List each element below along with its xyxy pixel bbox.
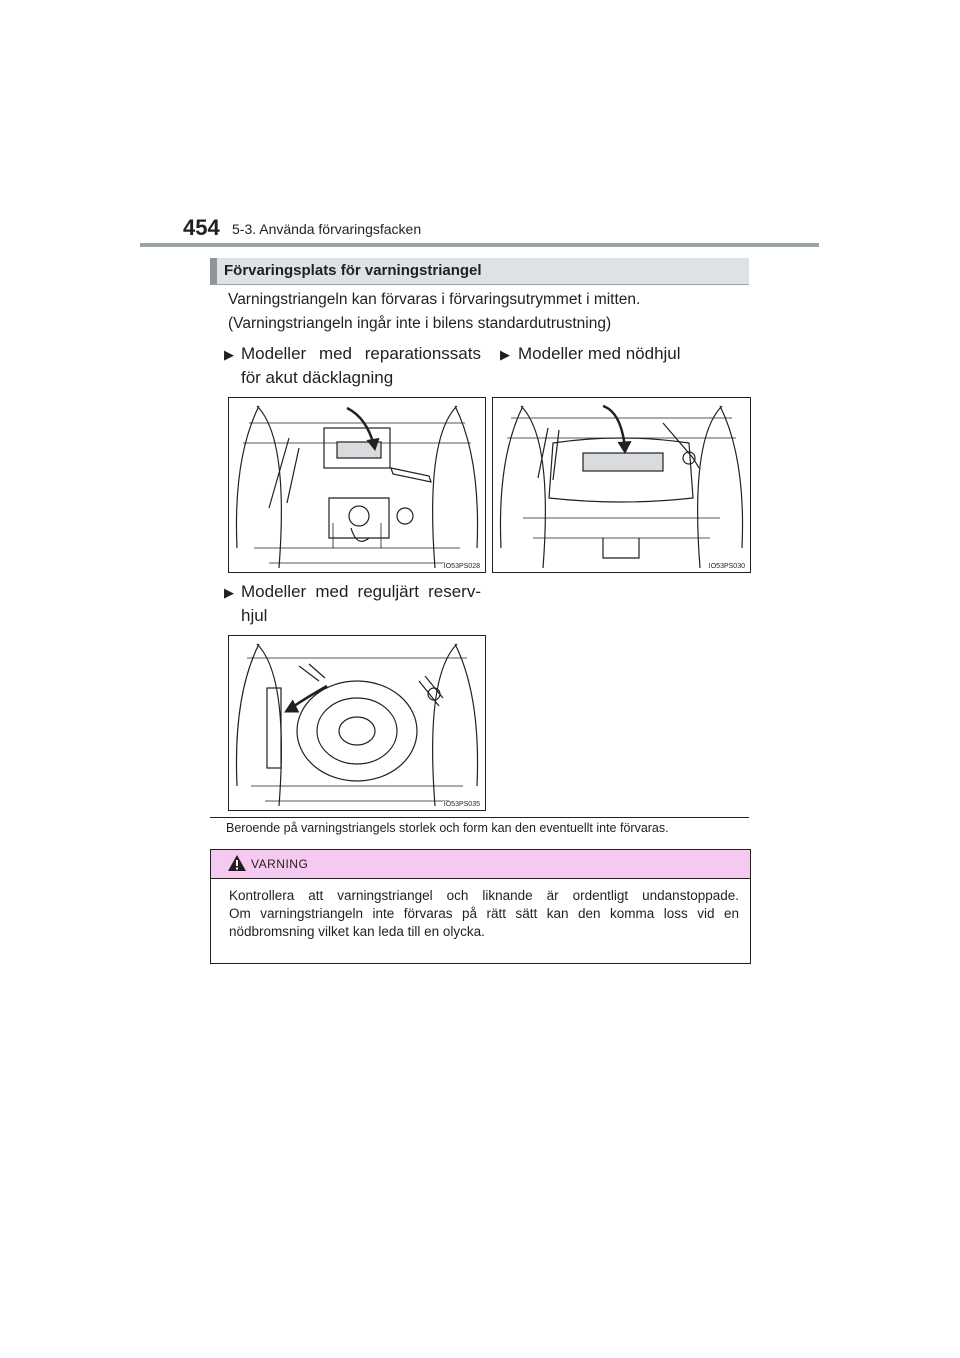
footnote-rule [210,817,749,818]
triangle-bullet-icon: ▶ [224,347,234,362]
warning-text [229,887,739,941]
model-label-line-2: hjul [241,606,268,625]
intro-text-line-1: Varningstriangeln kan förvaras i förvaringsutrymmet i mitten. [228,291,641,308]
model-label-line-1: Modeller med nödhjul [518,344,681,363]
triangle-bullet-icon: ▶ [224,585,234,600]
header-rule [140,243,819,247]
model-label-regular-spare [226,580,481,628]
warning-line-3: nödbromsning vilket kan leda till en olycka. [229,924,485,939]
luggage-illustration-emergency-wheel [492,397,751,573]
arrow-icon [603,406,625,448]
footnote: Beroende på varningstriangels storlek och form kan den eventuellt inte förvaras. [226,821,669,835]
figure-code: IO53PS030 [708,563,745,570]
model-label-repair-kit [226,342,481,390]
model-label-line-2: för akut däcklagning [241,368,394,387]
figure-code: IO53PS028 [443,563,480,570]
figure-code: IO53PS035 [443,801,480,808]
model-label-emergency-wheel [500,342,740,366]
section-heading-bar [210,258,217,284]
arrow-icon [291,686,327,708]
warning-icon [227,854,247,872]
intro-text-line-2: (Varningstriangeln ingår inte i bilens standardutrustning) [228,315,612,332]
triangle-bullet-icon: ▶ [500,347,510,362]
warning-label: VARNING [251,857,309,871]
model-label-line-1: Modeller med reparationssats [241,344,481,363]
model-label-line-1: Modeller med reguljärt reserv- [241,582,481,601]
warning-line-2: Om varningstriangeln inte förvaras på rätt sätt kan den komma loss vid en [229,906,739,921]
warning-line-1: Kontrollera att varningstriangel och liknande är ordentligt undanstoppade. [229,888,739,903]
page-number: 454 [183,215,220,240]
section-title: 5-3. Använda förvaringsfacken [232,221,422,237]
luggage-illustration-repair-kit [228,397,486,573]
section-heading: Förvaringsplats för varningstriangel [224,262,482,279]
luggage-illustration-regular-spare [228,635,486,811]
